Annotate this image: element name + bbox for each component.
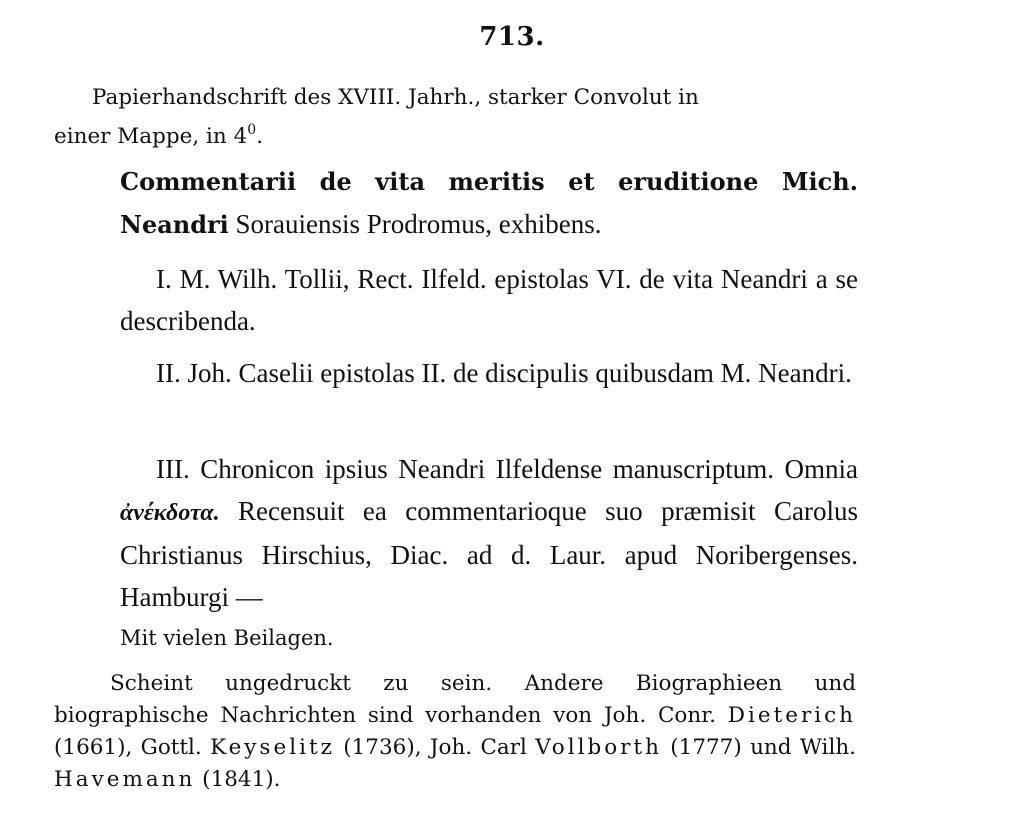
description-line-1: Papierhandschrift des XVIII. Jahrh., starker Convolut in	[92, 85, 699, 110]
note-part-3: (1736), Joh. Carl	[334, 735, 536, 760]
mit-line: Mit vielen Beilagen.	[120, 626, 334, 650]
item-1: I. M. Wilh. Tollii, Rect. Ilfeld. epistolas VI. de vita Neandri a se describenda.	[120, 264, 858, 336]
note-name-keyselitz: Keyselitz	[210, 735, 335, 760]
note-name-vollborth: Vollborth	[535, 735, 662, 760]
item-3	[120, 448, 858, 618]
manuscript-description	[54, 82, 856, 153]
title-bold-1: Commentarii de vita meritis et eruditione Mich.	[120, 167, 858, 196]
note-part-4: (1777) und Wilh.	[661, 735, 856, 760]
item-3-text: III. Chronicon ipsius Neandri Ilfeldense manuscriptum. Omnia	[156, 454, 858, 484]
note-name-dieterich: Dieterich	[727, 703, 856, 728]
note-text	[54, 668, 856, 796]
description-superscript: 0	[247, 122, 257, 138]
title-rest: Sorauiensis Prodromus, exhibens.	[228, 209, 602, 239]
item-3-rest: Recensuit ea commentarioque suo præmisit Carolus Christianus Hirschius, Diac. ad d. Laur. apud Noribergenses. Hamburgi —	[120, 496, 858, 612]
note-paragraph	[54, 668, 856, 796]
title-block	[120, 160, 858, 246]
description-line-2	[54, 114, 856, 153]
note-part-2: (1661), Gottl.	[54, 735, 211, 760]
note-part-5: (1841).	[195, 767, 281, 792]
description-period: .	[256, 124, 264, 149]
item-3-greek: ἀνέκδοτα.	[120, 500, 220, 526]
item-2: II. Joh. Caselii epistolas II. de discipulis quibusdam M. Neandri.	[156, 358, 852, 388]
note-part-1: Scheint ungedruckt zu sein. Andere Biographieen und biographische Nachrichten sind vorhanden von Joh. Conr.	[54, 671, 856, 728]
description-text: einer Mappe, in 4	[54, 124, 248, 149]
note-name-havemann: Havemann	[54, 767, 196, 792]
page-number: 713.	[479, 22, 545, 52]
title-bold-2: Neandri	[120, 210, 229, 239]
